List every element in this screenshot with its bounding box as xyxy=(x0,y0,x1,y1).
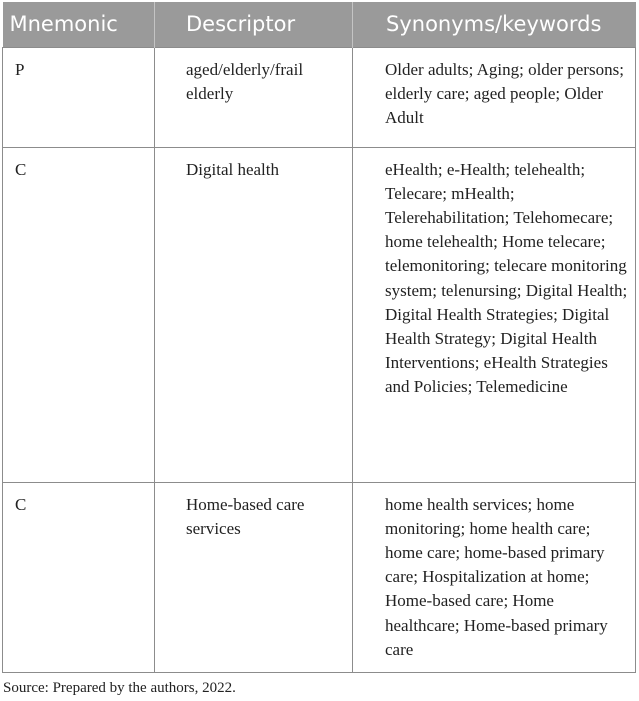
header-descriptor: Descriptor xyxy=(155,2,353,47)
cell-mnemonic: C xyxy=(3,482,155,672)
cell-synonyms: home health services; home monitoring; home health care; home care; home-based primary care; Hospitalization at home; Home-based care; Home healthcare; Home-based primary care xyxy=(353,482,636,672)
cell-mnemonic: P xyxy=(3,47,155,147)
source-note: Source: Prepared by the authors, 2022. xyxy=(3,680,236,696)
table-row xyxy=(3,47,636,147)
cell-descriptor: Digital health xyxy=(155,147,353,482)
cell-synonyms: Older adults; Aging; older persons; elderly care; aged people; Older Adult xyxy=(353,47,636,147)
header-synonyms-keywords: Synonyms/keywords xyxy=(353,2,636,47)
table-header-row xyxy=(3,2,636,47)
cell-descriptor: Home-based care services xyxy=(155,482,353,672)
pico-descriptor-table xyxy=(2,2,636,673)
cell-descriptor: aged/elderly/frail elderly xyxy=(155,47,353,147)
cell-mnemonic: C xyxy=(3,147,155,482)
table-row xyxy=(3,482,636,672)
table-row xyxy=(3,147,636,482)
header-mnemonic: Mnemonic xyxy=(3,2,155,47)
cell-synonyms: eHealth; e-Health; telehealth; Telecare; mHealth; Telerehabilitation; Telehomecare; home telehealth; Home telecare; telemonitoring; telecare monitoring system; telenursing; Digital Health; Digital Health Strategies; Digital Health Strategy; Digital Health Interventions; eHealth Strategies and Policies; Telemedicine xyxy=(353,147,636,482)
